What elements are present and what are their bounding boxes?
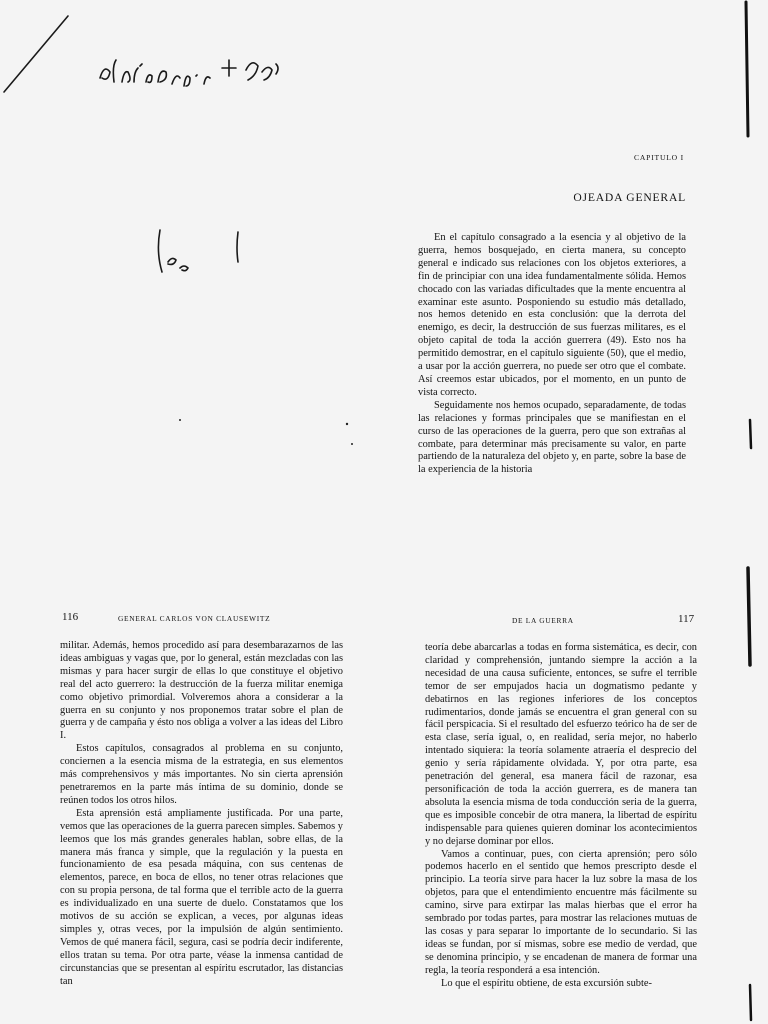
stray-marks [179,419,353,445]
page-number-right: 117 [678,613,695,625]
right-page-body [425,642,697,990]
chapter-title: OJEADA GENERAL [573,191,686,204]
paragraph: Lo que el espíritu obtiene, de esta excursión subte- [441,977,652,989]
paragraph: Esta aprensión está ampliamente justificada. Por una parte, vemos que las operaciones de la guerra parecen simples. Sabemos y leemos que los más grandes generales hablan, sobre ellas, de la manera más franca y simple, que la regulación y la puesta en funcionamiento de esa pesada máquina, con sus centenas de elementos, parece, en boca de ellos, no tener otras relaciones que con su propia persona, de tal forma que el terrible acto de la guerra es individualizado en una suerte de duelo. Constatamos que los motivos de su acción se explican, a veces, por algunas ideas simples y, otras veces, por la impulsión de algún sentimiento. Vemos de qué manera fácil, segura, casi se podría decir indiferente, ellos tratan su tema. Por otra parte, véase la inmensa cantidad de circunstancias que se presentan al espíritu escrutador, las distancias tan [60,807,343,987]
paragraph: En el capítulo consagrado a la esencia y al objetivo de la guerra, hemos bosquejado, en cierta manera, su concepto general e indicado sus relaciones con los objetos exteriores, a fin de principiar con una idea fundamentalmente sólida. Hemos chocado con las variadas dificultades que la mente encuentra al examinar este asunto. Posponiendo su estudio más detallado, nos hemos detenido en esta conclusión: que la derrota del enemigo, es decir, la destrucción de sus fuerzas militares, es el objeto capital de toda la acción guerrera (49). Esto nos ha permitido demostrar, en el capítulo siguiente (50), que el medio, a usar por la acción guerrera, no puede ser otro que el combate. Así creemos estar ubicados, por el momento, en un punto de vista correcto. [418,232,686,398]
running-head-left: GENERAL CARLOS VON CLAUSEWITZ [118,614,271,623]
paragraph: Estos capítulos, consagrados al problema en su conjunto, conciernen a la esencia misma de la estrategia, en sus elementos más comprehensivos y más importantes. No sin cierta aprensión penetraremos en la parte más íntima de su dominio, donde se reúnen todos los otros hilos. [60,743,343,806]
page-number-left: 116 [62,611,79,623]
paragraph: teoría debe abarcarlas a todas en forma sistemática, es decir, con claridad y comprehensión, juntando siempre la acción a la necesidad de una causa suficiente, entonces, se sufre el terrible temor de ser empujados hacia un dogmatismo pedante y debatirnos en las regiones inferiores de los conceptos rudimentarios, donde jamás se encuentra el gran general con su fácil perspicacia. Si el resultado del esfuerzo teórico ha de ser de esta clase, sería igual, o, en realidad, sería mejor, no haberlo intentado siquiera: la teoría solamente atraería el desprecio del genio y sería rápidamente olvidada. Y, por otra parte, esa penetración del general, esa manera fácil de razonar, esa personificación de toda la acción guerrera, es de manera tan absoluta la esencia misma de toda conducción seria de la guerra, que es imposible concebir de otra manera, la libertad de espíritu indispensable para quienes quieren dominar los acontecimientos y no dejarse dominar por ellos. [425,642,697,847]
margin-rules [746,2,751,1020]
top-page-body [418,232,686,477]
handwritten-annotation [4,16,278,272]
paragraph: militar. Además, hemos procedido así para desembarazarnos de las ideas ambiguas y vagas que, por lo general, están mezcladas con las mismas y para hacer surgir de ellas lo que constituye el objetivo real del acto guerrero: la destrucción de la fuerza militar enemiga como objetivo primordial. Volveremos ahora a considerar a la guerra en su conjunto y nos proponemos tratar sobre el plan de guerra y de campaña y ésto nos obliga a volver a las ideas del Libro I. [60,640,343,742]
running-head-right: DE LA GUERRA [512,616,574,625]
paragraph: Seguidamente nos hemos ocupado, separadamente, de todas las relaciones y formas principales que se manifiestan en el curso de las operaciones de la guerra, pero que son extrañas al combate, para determinar más precisamente su valor, en parte partiendo de la naturaleza del objeto y, en parte, sobre la base de la experiencia de la historia [418,399,686,476]
left-page-body [60,640,343,988]
chapter-label: CAPITULO I [634,153,684,162]
paragraph: Vamos a continuar, pues, con cierta aprensión; pero sólo podemos hacerlo en el sentido que hemos prescripto desde el principio. La teoría sirve para hacer la luz sobre la masa de los objetos, para que el entendimiento encuentre más fácilmente su camino, sirve para extirpar las malas hierbas que el error ha sembrado por todas partes, para mostrar las relaciones mutuas de las cosas y para separar lo importante de lo secundario. Si las ideas se fundan, por sí mismas, sobre ese medio de verdad, que se denomina principio, y se encadenan de manera de formar una regla, la teoría responderá a esa intención. [425,848,697,976]
